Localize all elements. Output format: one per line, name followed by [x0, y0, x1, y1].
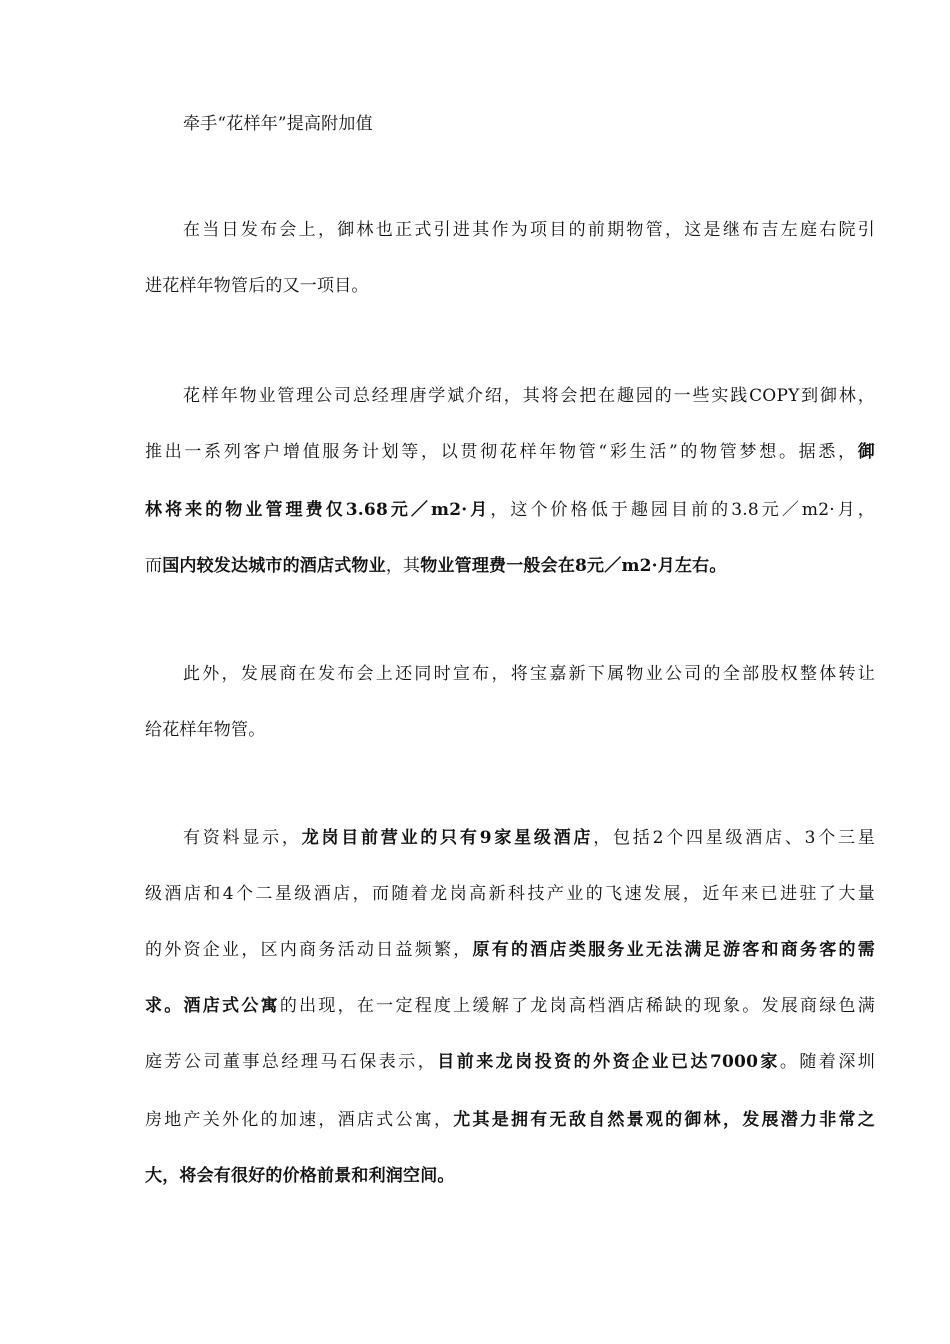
text-run: 。随着深圳 [779, 1052, 876, 1072]
paragraph-4-line-6 [145, 1108, 875, 1132]
bold-text-run: 原有的酒店类服务业无法满足游客和商务客的需 [472, 940, 875, 960]
paragraph-3-line-2: 给花样年物管。 [145, 720, 266, 740]
paragraph-4-line-4 [145, 994, 875, 1018]
paragraph-3-line-1: 此外，发展商在发布会上还同时宣布，将宝嘉新下属物业公司的全部股权整体转让 [183, 664, 875, 684]
section-heading: 牵手“花样年”提高附加值 [183, 114, 373, 134]
paragraph-2-line-3 [145, 498, 875, 522]
paragraph-2-line-2 [145, 440, 875, 464]
bold-text-run: 御 [857, 442, 875, 462]
paragraph-4-line-1 [183, 826, 875, 850]
paragraph-1-line-1: 在当日发布会上，御林也正式引进其作为项目的前期物管，这是继布吉左庭右院引 [183, 220, 875, 240]
bold-text-run: 国内较发达城市的酒店式物业 [162, 556, 386, 576]
text-run: 推出一系列客户增值服务计划等，以贯彻花样年物管“彩生活”的物管梦想。据悉， [145, 442, 858, 462]
bold-text-run: 大，将会有很好的价格前景和利润空间。 [145, 1166, 455, 1186]
bold-text-run: 物业管理费一般会在8元／m2·月左右。 [420, 556, 727, 576]
text-run: 的出现，在一定程度上缓解了龙岗高档酒店稀缺的现象。发展商绿色满 [279, 996, 875, 1016]
text-run: ，包括2个四星级酒店、3个三星 [593, 828, 875, 848]
bold-text-run: 林将来的物业管理费仅3.68元／m2·月 [145, 500, 491, 520]
bold-text-run: 求。 [145, 996, 184, 1016]
paragraph-2-line-4 [145, 554, 875, 578]
paragraph-2-line-1: 花样年物业管理公司总经理唐学斌介绍，其将会把在趣园的一些实践COPY到御林， [183, 386, 875, 406]
text-run: 房地产关外化的加速，酒店式公寓， [145, 1110, 454, 1130]
text-run: ，这个价格低于趣园目前的3.8元／m2·月， [490, 500, 876, 520]
paragraph-4-line-2: 级酒店和4个二星级酒店，而随着龙岗高新科技产业的飞速发展，近年来已进驻了大量 [145, 884, 875, 904]
text-run: 有资料显示， [183, 828, 302, 848]
text-run: 而 [145, 556, 163, 576]
bold-text-run: 龙岗目前营业的只有9家星级酒店 [301, 828, 594, 848]
paragraph-4-line-7 [145, 1164, 875, 1188]
bold-text-run: 目前来龙岗投资的外资企业已达7000家 [437, 1052, 780, 1072]
paragraph-4-line-3 [145, 938, 875, 962]
paragraph-1-line-2: 进花样年物管后的又一项目。 [145, 276, 369, 296]
bold-text-run: 酒店式公寓 [183, 996, 280, 1016]
text-run: 的外资企业，区内商务活动日益频繁， [145, 940, 473, 960]
text-run: 庭芳公司董事总经理马石保表示， [145, 1052, 438, 1072]
bold-text-run: 尤其是拥有无敌自然景观的御林，发展潜力非常之 [453, 1110, 875, 1130]
text-run: ，其 [385, 556, 421, 576]
paragraph-4-line-5 [145, 1050, 875, 1074]
